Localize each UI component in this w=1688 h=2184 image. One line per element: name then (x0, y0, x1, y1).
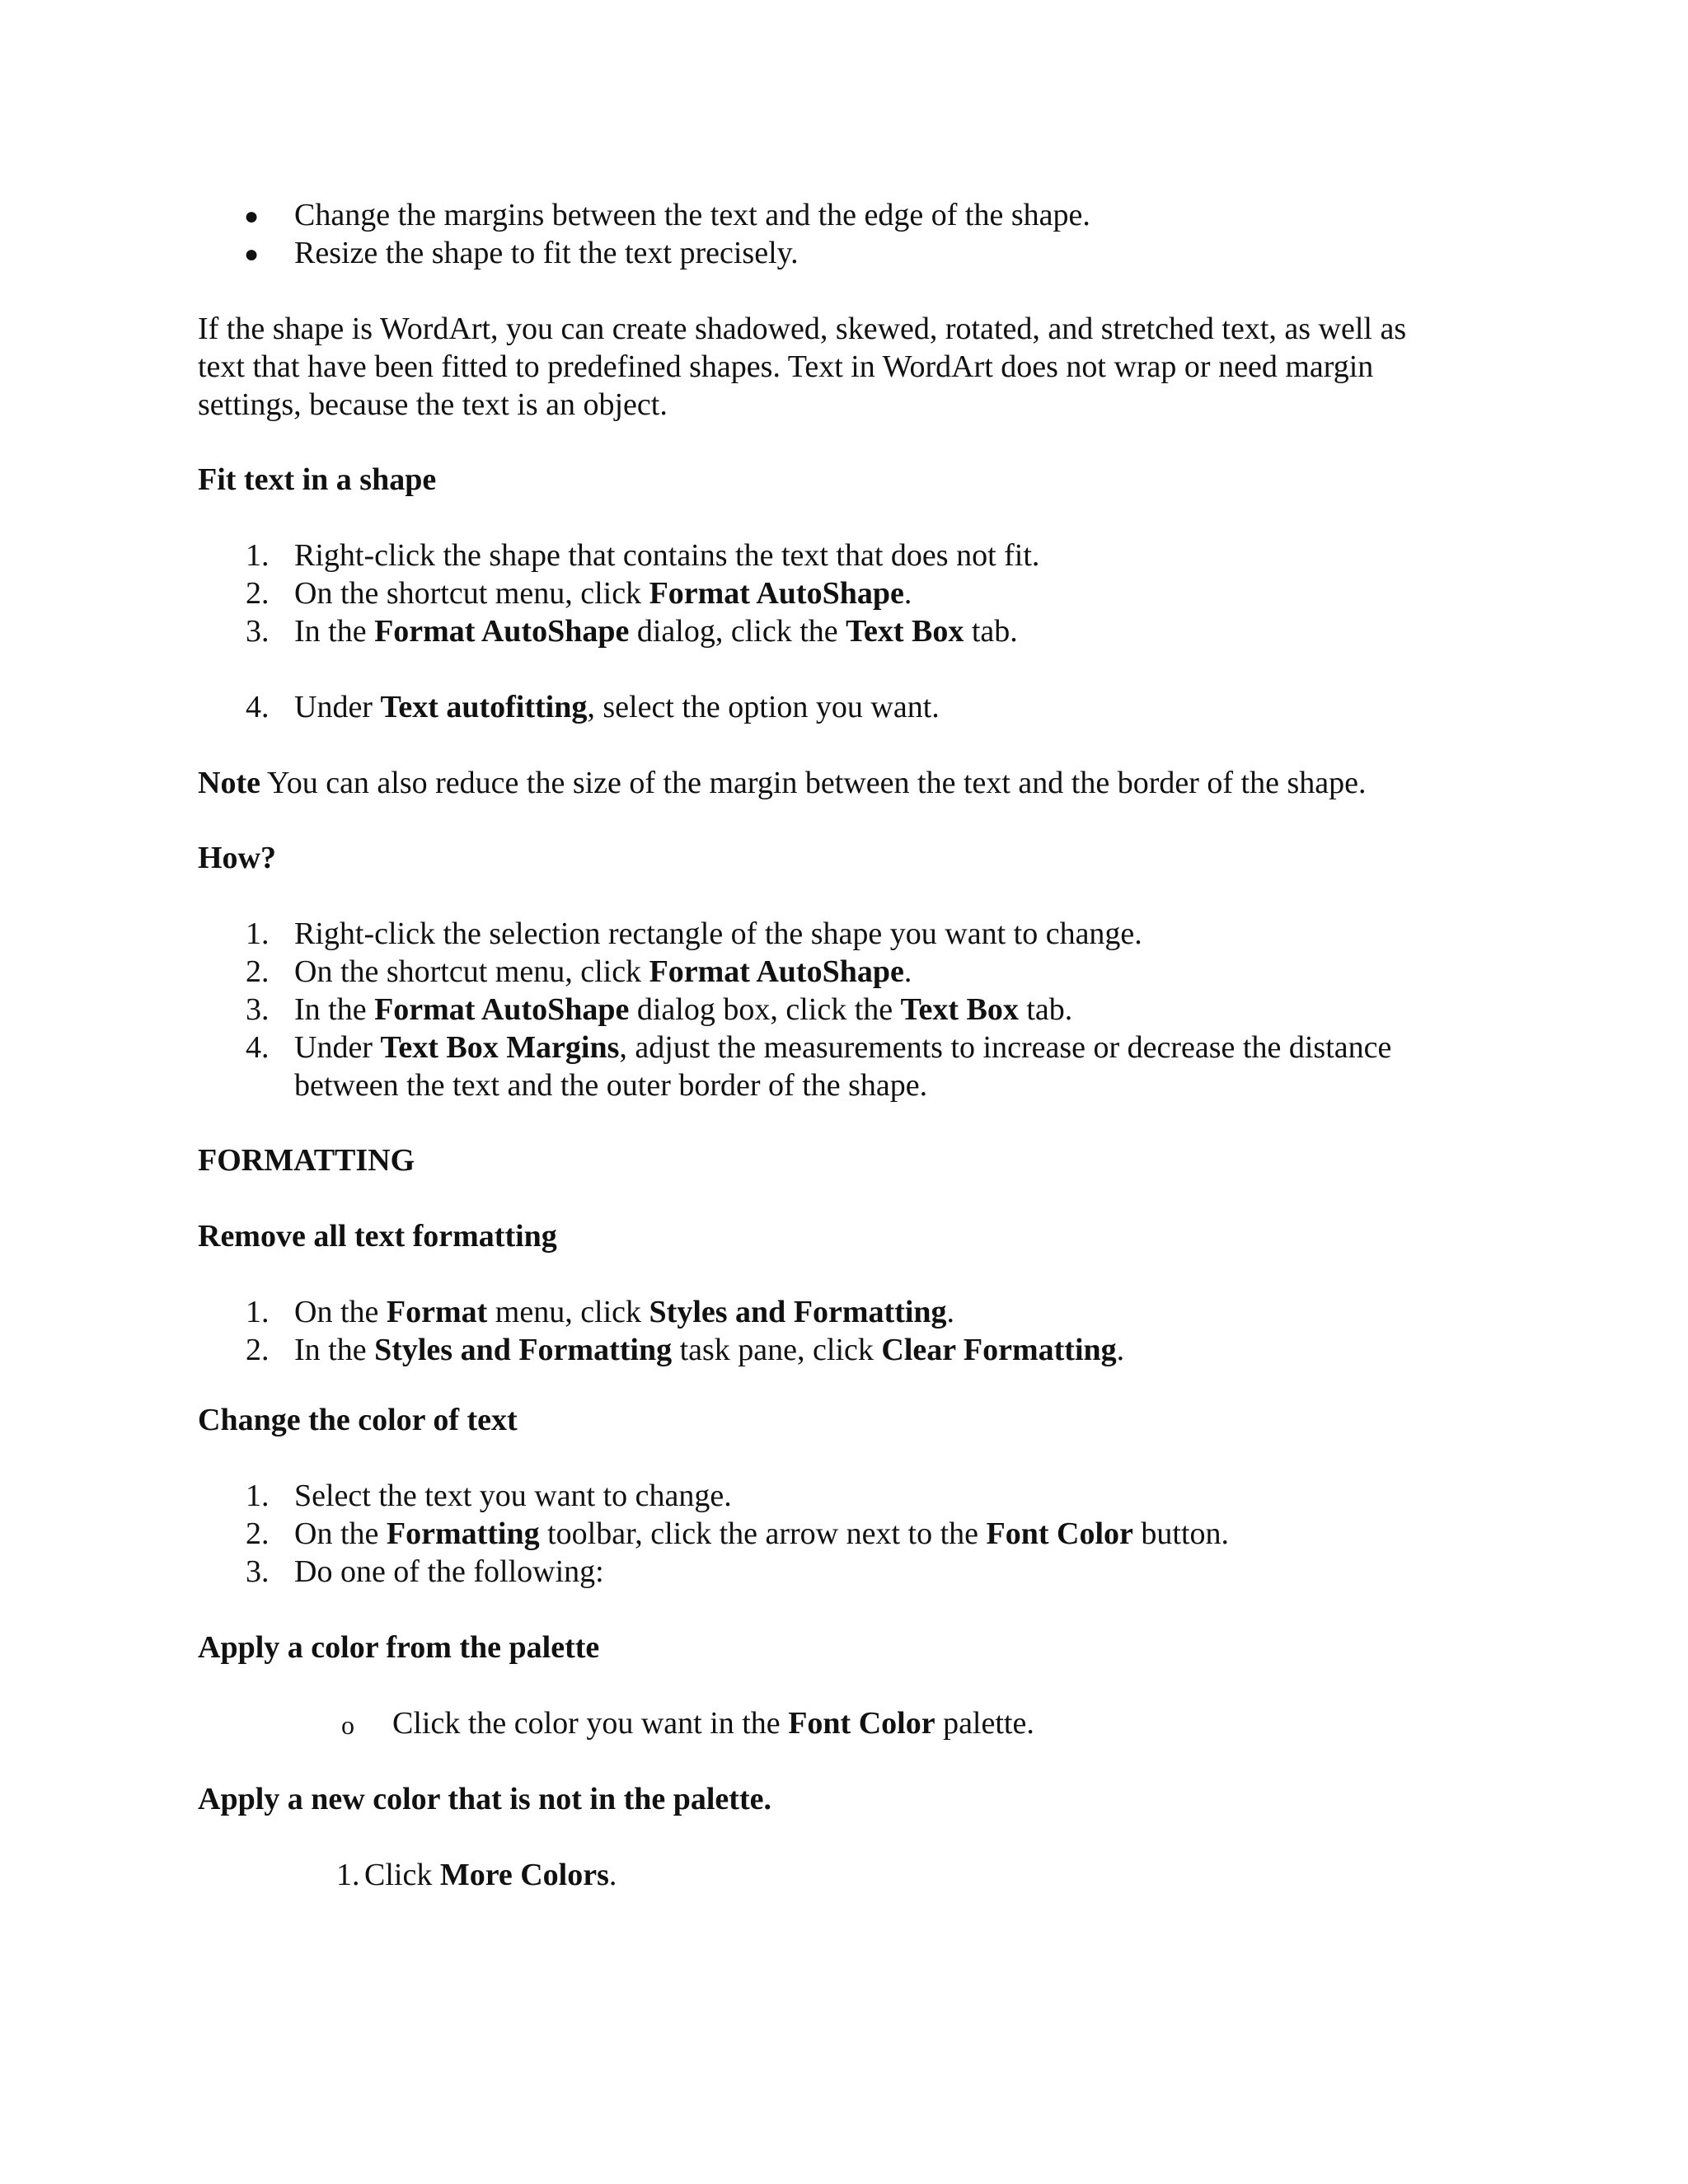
list-item (294, 953, 912, 991)
section-heading: Fit text in a shape (198, 462, 437, 497)
list-number: 2. (246, 1516, 270, 1551)
list-number: 1. (246, 1479, 270, 1513)
list-number: 1. (246, 916, 270, 951)
bullet-marker: ● (244, 203, 260, 230)
list-number: 3. (246, 614, 270, 649)
list-item (294, 537, 1039, 574)
list-item-continuation: between the text and the outer border of the shape. (294, 1068, 928, 1103)
list-number: 3. (246, 1554, 270, 1589)
text-run: In the (294, 992, 375, 1027)
section-title: FORMATTING (198, 1143, 415, 1178)
text-run: Click the color you want in the (392, 1706, 789, 1741)
text-run: . (946, 1295, 955, 1329)
text-run: On the (294, 1295, 387, 1329)
bold-text: Format (386, 1295, 488, 1329)
bold-text: Format AutoShape (649, 576, 904, 611)
bold-text: Font Color (788, 1706, 935, 1741)
list-number: 1. (246, 1295, 270, 1329)
text-run: . (608, 1858, 617, 1892)
section-heading: Apply a new color that is not in the palette. (198, 1782, 771, 1816)
list-item (294, 1293, 954, 1331)
text-run: On the shortcut menu, click (294, 576, 649, 611)
bullet-item: Resize the shape to fit the text precisely. (294, 236, 799, 270)
bold-text: Text Box (900, 992, 1019, 1027)
text-run: Click (364, 1858, 440, 1892)
list-number: 2. (246, 954, 270, 989)
text-run: In the (294, 1333, 375, 1367)
list-number: 3. (246, 992, 270, 1027)
text-run: Under (294, 690, 381, 724)
list-number: 2. (246, 576, 270, 611)
section-heading: Remove all text formatting (198, 1219, 557, 1254)
list-item (294, 688, 940, 726)
text-run: dialog box, click the (629, 992, 901, 1027)
section-heading: How? (198, 841, 276, 875)
paragraph-line: text that have been fitted to predefined shapes. Text in WordArt does not wrap or need margin (198, 349, 1374, 384)
bullet-marker: ● (244, 241, 260, 268)
bold-text: Formatting (386, 1516, 540, 1551)
list-number: 4. (246, 690, 270, 724)
text-run: Right-click the selection rectangle of the shape you want to change. (294, 916, 1142, 951)
bold-text: Format AutoShape (649, 954, 904, 989)
list-item (294, 1331, 1124, 1369)
text-run: . (903, 576, 912, 611)
list-number: 1. (336, 1858, 360, 1892)
list-item (294, 991, 1072, 1029)
bold-text: Styles and Formatting (374, 1333, 673, 1367)
bold-text: More Colors (439, 1858, 609, 1892)
text-run: , adjust the measurements to increase or decrease the distance (619, 1030, 1392, 1065)
text-run: , select the option you want. (587, 690, 940, 724)
text-run: tab. (964, 614, 1018, 649)
text-run: menu, click (487, 1295, 649, 1329)
section-heading: Change the color of text (198, 1403, 518, 1437)
bold-text: Clear Formatting (881, 1333, 1117, 1367)
list-item (294, 612, 1018, 650)
list-number: 1. (246, 538, 270, 573)
sub-bullet-item (392, 1704, 1034, 1742)
list-item (294, 574, 912, 612)
list-item (294, 1515, 1229, 1553)
paragraph-line: If the shape is WordArt, you can create shadowed, skewed, rotated, and stretched text, as well as (198, 312, 1407, 346)
text-run: tab. (1018, 992, 1073, 1027)
text-run: task pane, click (672, 1333, 882, 1367)
list-item (294, 1553, 604, 1591)
text-run: On the (294, 1516, 387, 1551)
text-run: dialog, click the (629, 614, 846, 649)
text-run: Right-click the shape that contains the text that does not fit. (294, 538, 1040, 573)
list-item (364, 1856, 617, 1894)
text-run: In the (294, 614, 375, 649)
text-run: Do one of the following: (294, 1554, 604, 1589)
list-item (294, 915, 1142, 953)
note-text: You can also reduce the size of the margin between the text and the border of the shape. (260, 766, 1367, 800)
note-label: Note (198, 766, 260, 800)
sub-bullet-marker: o (341, 1710, 354, 1740)
paragraph-line: settings, because the text is an object. (198, 387, 668, 422)
bullet-item: Change the margins between the text and the edge of the shape. (294, 198, 1090, 232)
list-item (294, 1029, 1391, 1066)
bold-text: Text Box (846, 614, 964, 649)
text-run: palette. (935, 1706, 1034, 1741)
bold-text: Format AutoShape (374, 992, 630, 1027)
text-run: Under (294, 1030, 381, 1065)
bold-text: Format AutoShape (374, 614, 630, 649)
bold-text: Text Box Margins (380, 1030, 620, 1065)
bold-text: Font Color (986, 1516, 1133, 1551)
list-number: 2. (246, 1333, 270, 1367)
text-run: . (1116, 1333, 1125, 1367)
text-run: Select the text you want to change. (294, 1479, 732, 1513)
list-item (294, 1477, 732, 1515)
bold-text: Styles and Formatting (649, 1295, 947, 1329)
text-run: button. (1132, 1516, 1230, 1551)
text-run: . (903, 954, 912, 989)
note-paragraph (198, 764, 1367, 802)
text-run: toolbar, click the arrow next to the (539, 1516, 987, 1551)
bold-text: Text autofitting (380, 690, 588, 724)
list-number: 4. (246, 1030, 270, 1065)
text-run: On the shortcut menu, click (294, 954, 649, 989)
section-heading: Apply a color from the palette (198, 1630, 600, 1665)
